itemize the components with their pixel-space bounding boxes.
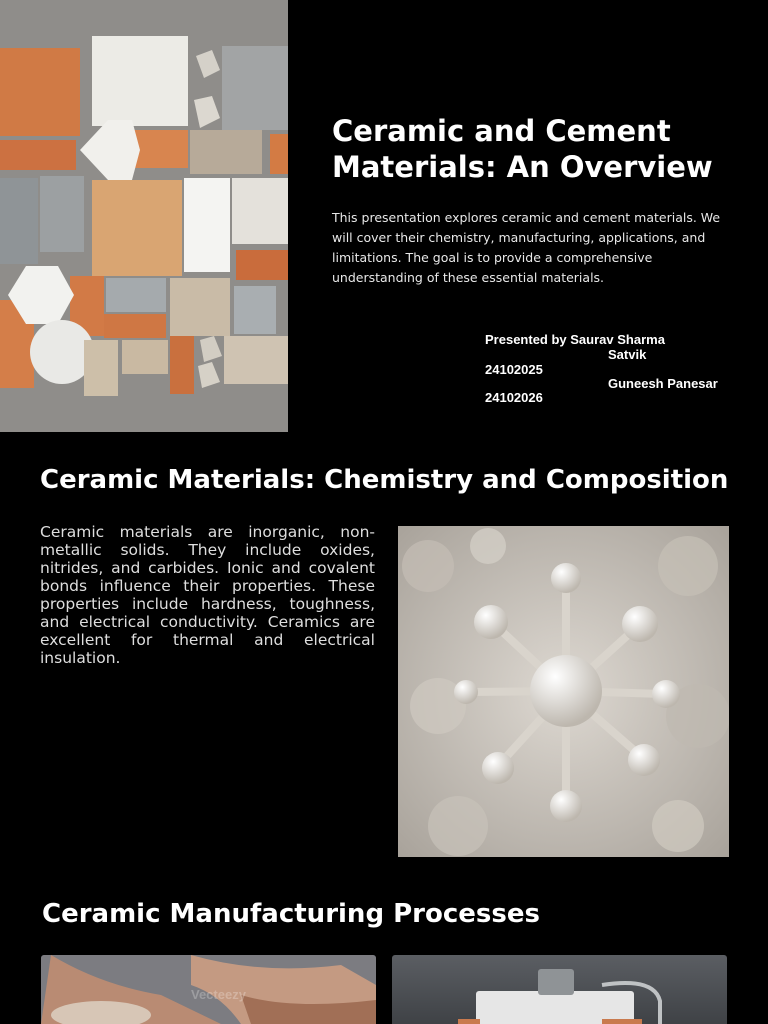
- kiln-machine-image: [392, 955, 727, 1024]
- presenter-line: Presented by Saurav Sharma: [485, 332, 665, 347]
- watermark-text: Vecteezy: [191, 987, 246, 1002]
- presenter-id: 24102025: [485, 362, 543, 377]
- presenter-name: Guneesh Panesar: [608, 376, 718, 391]
- presenter-name: Satvik: [608, 347, 647, 362]
- chemistry-heading: Ceramic Materials: Chemistry and Composition: [40, 465, 729, 495]
- ceramic-tiles-image: [0, 0, 288, 432]
- pottery-hands-image: [41, 955, 376, 1024]
- molecule-model-image: [398, 526, 729, 857]
- presentation-title: Ceramic and Cement Materials: An Overview: [332, 114, 713, 184]
- intro-paragraph: This presentation explores ceramic and cement materials. We will cover their chemistry, manufacturing, applications, and limitations. The goal is to provide a comprehensive understanding of these essential materials.: [332, 210, 721, 285]
- chemistry-paragraph: Ceramic materials are inorganic, non-metallic solids. They include oxides, nitrides, and carbides. Ionic and covalent bonds influence their properties. These properties include hardness, toughness, and electrical conductivity. Ceramics are excellent for thermal and electrical insulation.: [40, 523, 375, 667]
- manufacturing-heading: Ceramic Manufacturing Processes: [42, 899, 540, 929]
- presenter-id: 24102026: [485, 390, 543, 405]
